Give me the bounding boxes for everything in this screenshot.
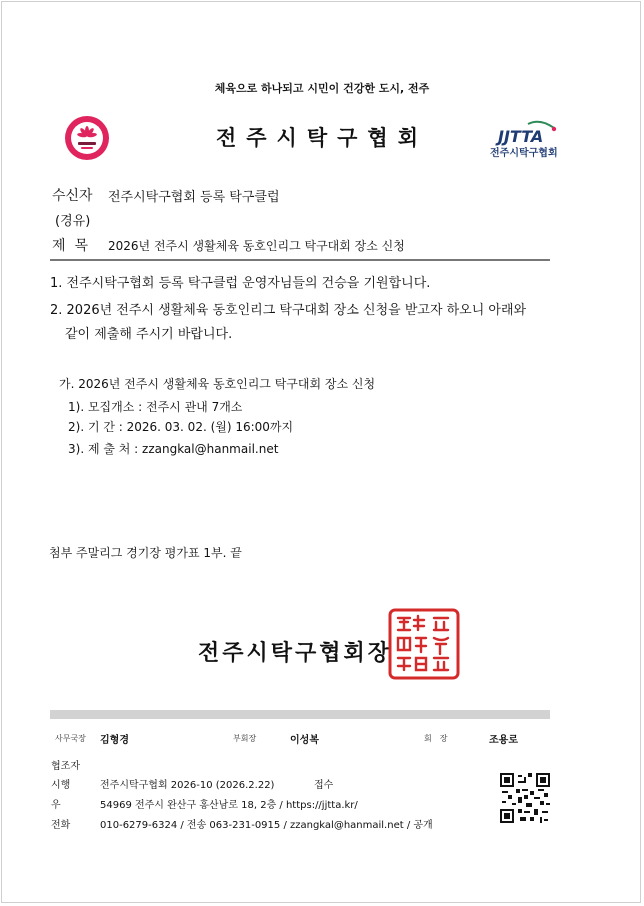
body-paragraph-2-continued: 같이 제출해 주시기 바랍니다.	[65, 327, 233, 342]
phone-label: 전화	[51, 820, 71, 831]
section-heading: 가. 2026년 전주시 생활체육 동호인리그 탁구대회 장소 신청	[59, 377, 376, 391]
body-paragraph-1: 1. 전주시탁구협회 등록 탁구클럽 운영자님들의 건승을 기원합니다.	[50, 276, 431, 291]
jjtta-logo-icon	[488, 118, 564, 162]
signer-title-1: 사무국장	[55, 734, 86, 743]
signer-title-3: 회장	[424, 734, 456, 743]
svg-text:JJTTA: JJTTA	[498, 127, 544, 146]
section-item-submission: 3). 제 출 처 : zzangkal@hanmail.net	[68, 442, 279, 456]
body-paragraph-2: 2. 2026년 전주시 생활체육 동호인리그 탁구대회 장소 신청을 받고자 하오니 아래와	[50, 303, 527, 318]
official-seal-icon	[388, 608, 460, 680]
receipt-label: 접수	[314, 780, 334, 791]
signer-name-1: 김형경	[100, 735, 129, 746]
recipient-label: 수신자	[52, 188, 93, 204]
subject-value: 2026년 전주시 생활체육 동호인리그 탁구대회 장소 신청	[108, 239, 405, 253]
recipient-value: 전주시탁구협회 등록 탁구클럽	[108, 190, 280, 205]
subject-label: 제목	[52, 238, 98, 254]
qr-code-icon[interactable]	[500, 773, 550, 823]
svg-text:전주시탁구협회: 전주시탁구협회	[490, 148, 558, 159]
signer-name-2: 이성복	[290, 735, 319, 746]
signature-title: 전주시탁구협회장	[198, 641, 393, 666]
section-item-recruitment: 1). 모집개소 : 전주시 관내 7개소	[68, 400, 243, 414]
section-item-period: 2). 기 간 : 2026. 03. 02. (월) 16:00까지	[68, 420, 294, 434]
postal-label: 우	[51, 800, 61, 811]
org-title: 전주시탁구협회	[215, 126, 428, 150]
attachment-line: 첨부 주말리그 경기장 평가표 1부. 끝	[49, 546, 242, 560]
via-label: (경유)	[55, 214, 91, 229]
signer-name-3: 조용로	[489, 735, 518, 746]
signer-title-2: 부회장	[233, 734, 257, 743]
enforcement-label: 시행	[51, 780, 71, 791]
slogan: 체육으로 하나되고 시민이 건강한 도시, 전주	[214, 82, 430, 95]
header-divider	[50, 259, 550, 261]
contact-value: 010-6279-6324 / 전송 063-231-0915 / zzangkal@hanmail.net / 공개	[100, 820, 433, 831]
footer-divider	[50, 710, 550, 719]
cooperator-label: 협조자	[51, 761, 80, 772]
address-value: 54969 전주시 완산구 홍산남로 18, 2층 / https://jjtta.kr/	[100, 800, 358, 811]
enforcement-value: 전주시탁구협회 2026-10 (2026.2.22)	[100, 780, 275, 791]
